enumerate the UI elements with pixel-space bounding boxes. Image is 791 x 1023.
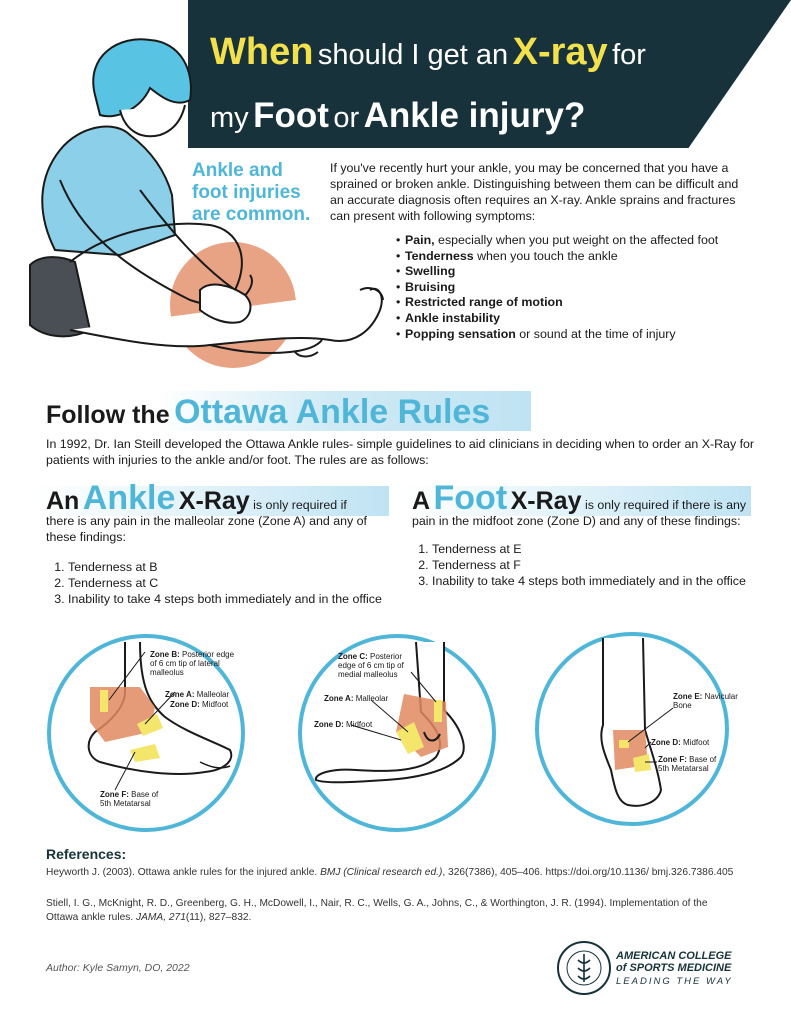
dorsal-foot-illustration <box>533 630 731 828</box>
title-text: or <box>333 102 360 134</box>
intro-paragraph: If you've recently hurt your ankle, you may be concerned that you have a sprained or broken ankle. Distinguishing between them can be difficult and an accurate diagnosis often requires an X-ray. Ankle sprains and fractures can present with following symptoms: <box>330 161 739 223</box>
title-when: When <box>210 31 314 73</box>
title-text: my <box>210 102 249 134</box>
list-item: 3. Inability to take 4 steps both immediately and in the office <box>432 573 762 589</box>
symptom-item: • Tenderness when you touch the ankle <box>396 249 776 265</box>
acsm-tagline: LEADING THE WAY <box>616 976 733 987</box>
ottawa-heading <box>46 393 490 432</box>
foot-rule-heading-big: Foot <box>433 479 508 517</box>
reference-item: Heyworth J. (2003). Ottawa ankle rules for the injured ankle. BMJ (Clinical research ed.), 326(7386), 405–406. https://doi.org/10.1136/ bmj.326.7386.405 <box>46 867 734 878</box>
ankle-rule-lead: is only required if <box>253 498 347 512</box>
references-heading: References: <box>46 846 127 862</box>
symptom-item: • Bruising <box>396 280 776 296</box>
symptom-item: • Ankle instability <box>396 311 776 327</box>
list-item: 1. Tenderness at E <box>432 541 762 557</box>
ankle-rule-heading: An <box>46 487 80 515</box>
zone-f-label: Zone F: Base of 5th Metatarsal <box>100 790 159 808</box>
symptom-item: • Restricted range of motion <box>396 295 776 311</box>
zone-b-label: Zone B: Posterior edge of 6 cm tip of lateral malleolus <box>150 650 235 677</box>
list-item: 2. Tenderness at C <box>68 575 396 591</box>
symptom-item: • Swelling <box>396 264 776 280</box>
lateral-ankle-diagram <box>45 632 247 834</box>
title-xray: X-ray <box>512 31 608 73</box>
ottawa-heading-big: Ottawa Ankle Rules <box>174 393 491 431</box>
acsm-line: AMERICAN COLLEGE <box>616 950 732 962</box>
callout-line: foot injuries <box>192 182 301 203</box>
zone-c-label: Zone C: Posterior edge of 6 cm tip of medial malleolus <box>338 652 404 679</box>
foot-rule-heading: X-Ray <box>510 487 582 515</box>
acsm-seal-icon <box>556 940 612 996</box>
medial-ankle-diagram <box>296 632 498 834</box>
foot-rule-list <box>412 541 762 589</box>
list-item: 1. Tenderness at B <box>68 559 396 575</box>
title-text: for <box>612 39 646 71</box>
ottawa-description: In 1992, Dr. Ian Steill developed the Ottawa Ankle rules- simple guidelines to aid clinicians in deciding when to order an X-Ray for patients with injuries to the ankle and/or foot. The rules are as follows: <box>46 437 755 467</box>
foot-rule-section <box>412 479 762 589</box>
symptom-item: • Pain, especially when you put weight on the affected foot <box>396 233 776 249</box>
title-text: should I get an <box>317 39 509 71</box>
zone-d-label: Zone D: Midfoot <box>651 738 710 747</box>
foot-rule-lead: is only required if there is any <box>584 498 747 512</box>
acsm-line: of SPORTS MEDICINE <box>616 962 732 974</box>
callout-line: Ankle and <box>192 160 283 181</box>
symptoms-list <box>396 233 776 342</box>
foot-rule-heading: A <box>412 487 431 515</box>
zone-a-label: Zone A: Malleolar <box>324 694 389 703</box>
zone-f-label: Zone F: Base of 5th Metatarsal <box>658 755 717 773</box>
list-item: 2. Tenderness at F <box>432 557 762 573</box>
zone-d-label: Zone D: Midfoot <box>170 700 229 709</box>
ankle-rule-heading: X-Ray <box>178 487 250 515</box>
zone-e-label: Zone E: Navicular Bone <box>673 692 738 710</box>
ottawa-heading-pre: Follow the <box>46 401 170 429</box>
ankle-rule-list <box>46 559 396 607</box>
foot-rule-body: pain in the midfoot zone (Zone D) and any of these findings: <box>412 514 741 528</box>
common-injuries-callout <box>192 160 322 226</box>
callout-line: are common. <box>192 204 311 225</box>
reference-item: Stiell, I. G., McKnight, R. D., Greenberg, G. H., McDowell, I., Nair, R. C., Wells, G. A., Johns, C., & Worthington, J. R. (1994). Implementation of the Ottawa ankle rules. JAMA, 271(11), 827–832. <box>46 898 708 923</box>
ankle-rule-heading-big: Ankle <box>82 479 176 517</box>
title-ankle-injury: Ankle injury? <box>363 96 586 135</box>
acsm-logo <box>556 940 776 1002</box>
zone-a-label: Zone A: Malleolar <box>165 690 230 699</box>
author-credit: Author: Kyle Samyn, DO, 2022 <box>46 962 190 974</box>
list-item: 3. Inability to take 4 steps both immediately and in the office <box>68 591 396 607</box>
dorsal-foot-diagram <box>533 630 738 828</box>
acsm-wordmark <box>616 950 733 988</box>
zone-d-label: Zone D: Midfoot <box>314 720 373 729</box>
ankle-rule-body: there is any pain in the malleolar zone (Zone A) and any of these findings: <box>46 514 367 544</box>
symptom-item: • Popping sensation or sound at the time of injury <box>396 327 776 343</box>
ankle-rule-section <box>46 479 396 607</box>
title-foot: Foot <box>253 96 329 135</box>
